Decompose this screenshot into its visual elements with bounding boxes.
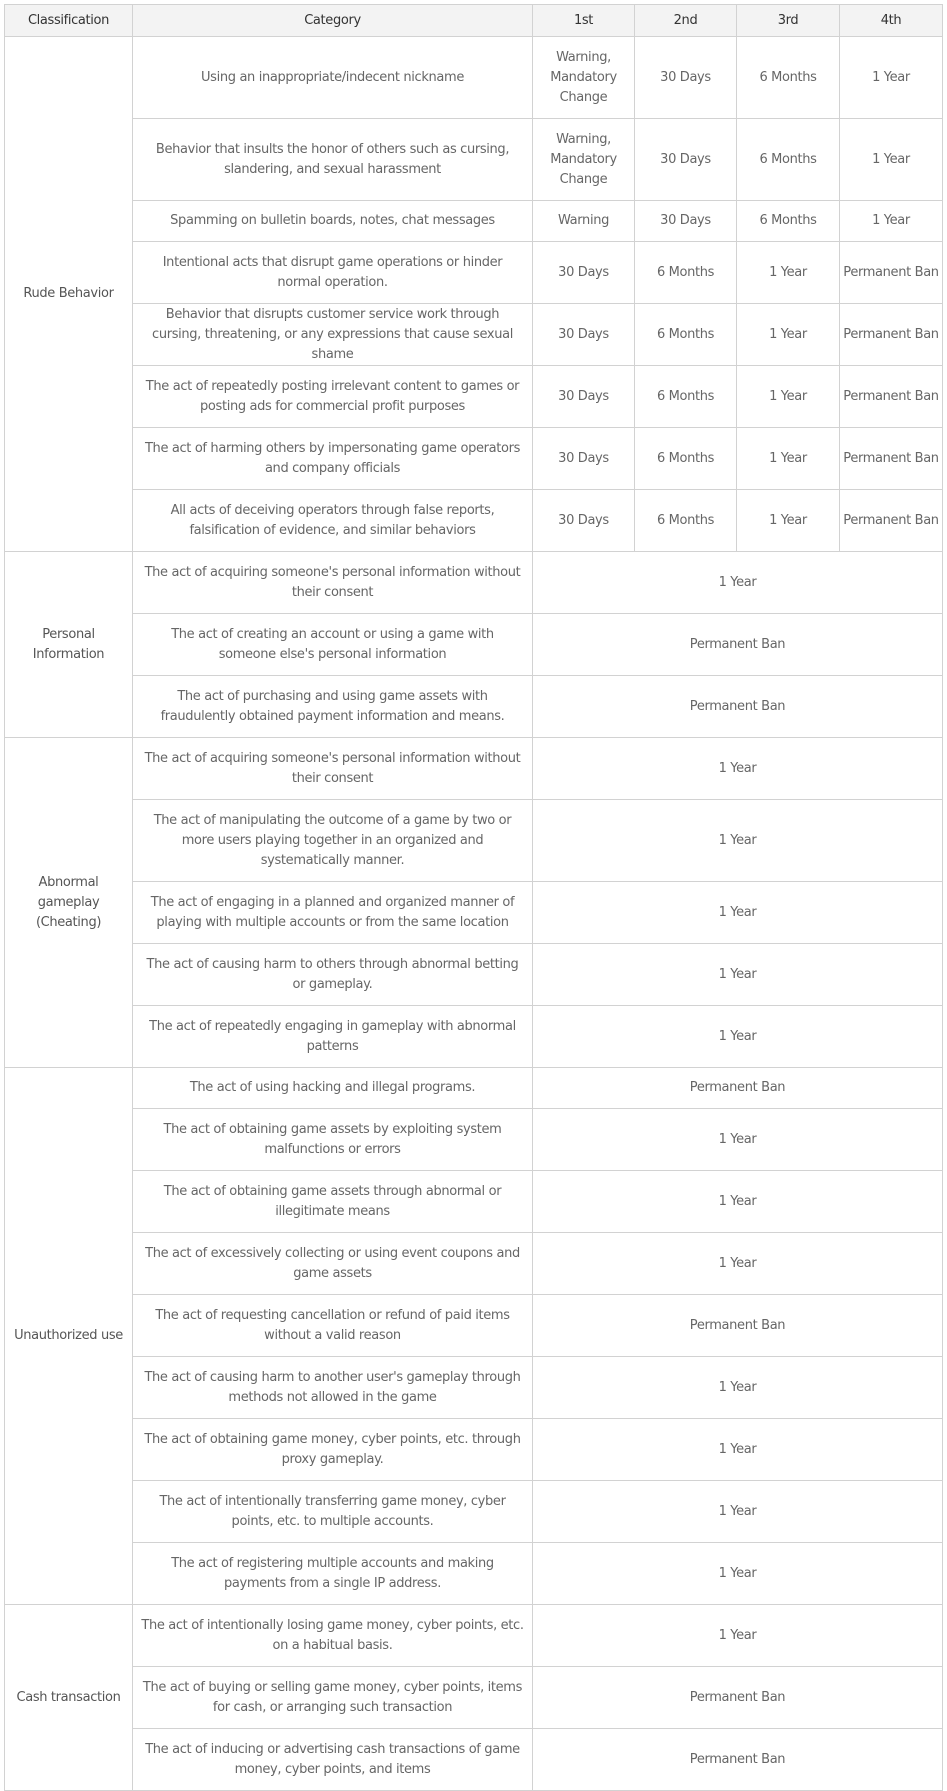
penalty-1st-cell: 30 Days xyxy=(533,490,635,552)
table-row xyxy=(5,944,943,1006)
penalty-4th-cell: 1 Year xyxy=(840,119,943,201)
penalty-1st-cell: 30 Days xyxy=(533,366,635,428)
table-row xyxy=(5,800,943,882)
category-cell: The act of repeatedly engaging in gameplay with abnormal patterns xyxy=(133,1006,533,1068)
table-row xyxy=(5,1068,943,1109)
category-cell: The act of harming others by impersonating game operators and company officials xyxy=(133,428,533,490)
category-cell: The act of engaging in a planned and organized manner of playing with multiple accounts or from the same location xyxy=(133,882,533,944)
penalty-1st-cell: Warning, Mandatory Change xyxy=(533,119,635,201)
category-cell: The act of causing harm to others through abnormal betting or gameplay. xyxy=(133,944,533,1006)
penalty-table xyxy=(4,4,943,1791)
category-cell: Behavior that insults the honor of others such as cursing, slandering, and sexual harassment xyxy=(133,119,533,201)
header-1st: 1st xyxy=(533,5,635,37)
table-row xyxy=(5,738,943,800)
penalty-3rd-cell: 1 Year xyxy=(737,428,840,490)
header-category: Category xyxy=(133,5,533,37)
penalty-2nd-cell: 6 Months xyxy=(635,428,737,490)
penalty-all-offenses-cell: Permanent Ban xyxy=(533,676,943,738)
table-row xyxy=(5,1419,943,1481)
penalty-4th-cell: Permanent Ban xyxy=(840,304,943,366)
category-cell: The act of acquiring someone's personal information without their consent xyxy=(133,738,533,800)
category-cell: The act of intentionally losing game money, cyber points, etc. on a habitual basis. xyxy=(133,1605,533,1667)
category-cell: Spamming on bulletin boards, notes, chat messages xyxy=(133,201,533,242)
category-cell: Using an inappropriate/indecent nickname xyxy=(133,37,533,119)
table-row xyxy=(5,490,943,552)
header-3rd: 3rd xyxy=(737,5,840,37)
category-cell: The act of excessively collecting or using event coupons and game assets xyxy=(133,1233,533,1295)
table-row xyxy=(5,1006,943,1068)
penalty-all-offenses-cell: Permanent Ban xyxy=(533,1729,943,1791)
table-row xyxy=(5,366,943,428)
category-cell: The act of manipulating the outcome of a game by two or more users playing together in an organized and systematically manner. xyxy=(133,800,533,882)
table-row xyxy=(5,304,943,366)
header-classification: Classification xyxy=(5,5,133,37)
penalty-3rd-cell: 6 Months xyxy=(737,37,840,119)
penalty-all-offenses-cell: 1 Year xyxy=(533,552,943,614)
table-header xyxy=(5,5,943,37)
penalty-2nd-cell: 6 Months xyxy=(635,304,737,366)
category-cell: Behavior that disrupts customer service work through cursing, threatening, or any expressions that cause sexual shame xyxy=(133,304,533,366)
penalty-4th-cell: Permanent Ban xyxy=(840,428,943,490)
table-row xyxy=(5,1109,943,1171)
penalty-1st-cell: 30 Days xyxy=(533,304,635,366)
table-row xyxy=(5,1357,943,1419)
penalty-4th-cell: Permanent Ban xyxy=(840,490,943,552)
header-4th: 4th xyxy=(840,5,943,37)
category-cell: The act of requesting cancellation or refund of paid items without a valid reason xyxy=(133,1295,533,1357)
table-row xyxy=(5,37,943,119)
table-row xyxy=(5,1171,943,1233)
penalty-4th-cell: 1 Year xyxy=(840,201,943,242)
header-row xyxy=(5,5,943,37)
penalty-all-offenses-cell: Permanent Ban xyxy=(533,614,943,676)
penalty-all-offenses-cell: 1 Year xyxy=(533,1481,943,1543)
table-body xyxy=(5,37,943,1791)
classification-personal-information: Personal Information xyxy=(5,552,133,738)
penalty-all-offenses-cell: 1 Year xyxy=(533,1006,943,1068)
category-cell: The act of repeatedly posting irrelevant content to games or posting ads for commercial profit purposes xyxy=(133,366,533,428)
table-row xyxy=(5,201,943,242)
table-row xyxy=(5,1233,943,1295)
penalty-all-offenses-cell: 1 Year xyxy=(533,1419,943,1481)
penalty-1st-cell: Warning xyxy=(533,201,635,242)
category-cell: The act of using hacking and illegal programs. xyxy=(133,1068,533,1109)
table-row xyxy=(5,242,943,304)
penalty-all-offenses-cell: 1 Year xyxy=(533,1109,943,1171)
penalty-all-offenses-cell: Permanent Ban xyxy=(533,1295,943,1357)
penalty-all-offenses-cell: 1 Year xyxy=(533,882,943,944)
category-cell: The act of causing harm to another user's gameplay through methods not allowed in the game xyxy=(133,1357,533,1419)
category-cell: The act of obtaining game money, cyber points, etc. through proxy gameplay. xyxy=(133,1419,533,1481)
penalty-all-offenses-cell: 1 Year xyxy=(533,1171,943,1233)
table-row xyxy=(5,676,943,738)
penalty-1st-cell: 30 Days xyxy=(533,428,635,490)
penalty-all-offenses-cell: 1 Year xyxy=(533,1543,943,1605)
penalty-all-offenses-cell: 1 Year xyxy=(533,800,943,882)
penalty-4th-cell: 1 Year xyxy=(840,37,943,119)
penalty-all-offenses-cell: Permanent Ban xyxy=(533,1667,943,1729)
category-cell: The act of registering multiple accounts and making payments from a single IP address. xyxy=(133,1543,533,1605)
penalty-all-offenses-cell: 1 Year xyxy=(533,944,943,1006)
table-row xyxy=(5,1543,943,1605)
table-row xyxy=(5,119,943,201)
penalty-4th-cell: Permanent Ban xyxy=(840,242,943,304)
category-cell: The act of obtaining game assets by exploiting system malfunctions or errors xyxy=(133,1109,533,1171)
table-row xyxy=(5,1605,943,1667)
penalty-2nd-cell: 30 Days xyxy=(635,37,737,119)
penalty-3rd-cell: 1 Year xyxy=(737,242,840,304)
table-row xyxy=(5,1295,943,1357)
category-cell: Intentional acts that disrupt game operations or hinder normal operation. xyxy=(133,242,533,304)
penalty-2nd-cell: 6 Months xyxy=(635,490,737,552)
table-row xyxy=(5,1729,943,1791)
table-row xyxy=(5,1481,943,1543)
table-row xyxy=(5,1667,943,1729)
category-cell: The act of obtaining game assets through abnormal or illegitimate means xyxy=(133,1171,533,1233)
classification-unauthorized-use: Unauthorized use xyxy=(5,1068,133,1605)
category-cell: The act of purchasing and using game assets with fraudulently obtained payment information and means. xyxy=(133,676,533,738)
header-2nd: 2nd xyxy=(635,5,737,37)
penalty-all-offenses-cell: 1 Year xyxy=(533,738,943,800)
penalty-1st-cell: Warning, Mandatory Change xyxy=(533,37,635,119)
penalty-3rd-cell: 1 Year xyxy=(737,366,840,428)
table-row xyxy=(5,552,943,614)
category-cell: The act of buying or selling game money, cyber points, items for cash, or arranging such transaction xyxy=(133,1667,533,1729)
category-cell: The act of intentionally transferring game money, cyber points, etc. to multiple accounts. xyxy=(133,1481,533,1543)
table-row xyxy=(5,428,943,490)
table-row xyxy=(5,882,943,944)
category-cell: All acts of deceiving operators through false reports, falsification of evidence, and similar behaviors xyxy=(133,490,533,552)
penalty-3rd-cell: 6 Months xyxy=(737,119,840,201)
penalty-all-offenses-cell: Permanent Ban xyxy=(533,1068,943,1109)
penalty-all-offenses-cell: 1 Year xyxy=(533,1233,943,1295)
penalty-1st-cell: 30 Days xyxy=(533,242,635,304)
penalty-2nd-cell: 30 Days xyxy=(635,201,737,242)
classification-cash-transaction: Cash transaction xyxy=(5,1605,133,1791)
category-cell: The act of creating an account or using a game with someone else's personal information xyxy=(133,614,533,676)
penalty-2nd-cell: 6 Months xyxy=(635,242,737,304)
penalty-3rd-cell: 6 Months xyxy=(737,201,840,242)
penalty-4th-cell: Permanent Ban xyxy=(840,366,943,428)
penalty-3rd-cell: 1 Year xyxy=(737,490,840,552)
classification-rude-behavior: Rude Behavior xyxy=(5,37,133,552)
penalty-2nd-cell: 6 Months xyxy=(635,366,737,428)
category-cell: The act of inducing or advertising cash transactions of game money, cyber points, and items xyxy=(133,1729,533,1791)
table-row xyxy=(5,614,943,676)
penalty-2nd-cell: 30 Days xyxy=(635,119,737,201)
penalty-all-offenses-cell: 1 Year xyxy=(533,1605,943,1667)
classification-abnormal-gameplay: Abnormal gameplay (Cheating) xyxy=(5,738,133,1068)
penalty-all-offenses-cell: 1 Year xyxy=(533,1357,943,1419)
category-cell: The act of acquiring someone's personal information without their consent xyxy=(133,552,533,614)
penalty-3rd-cell: 1 Year xyxy=(737,304,840,366)
